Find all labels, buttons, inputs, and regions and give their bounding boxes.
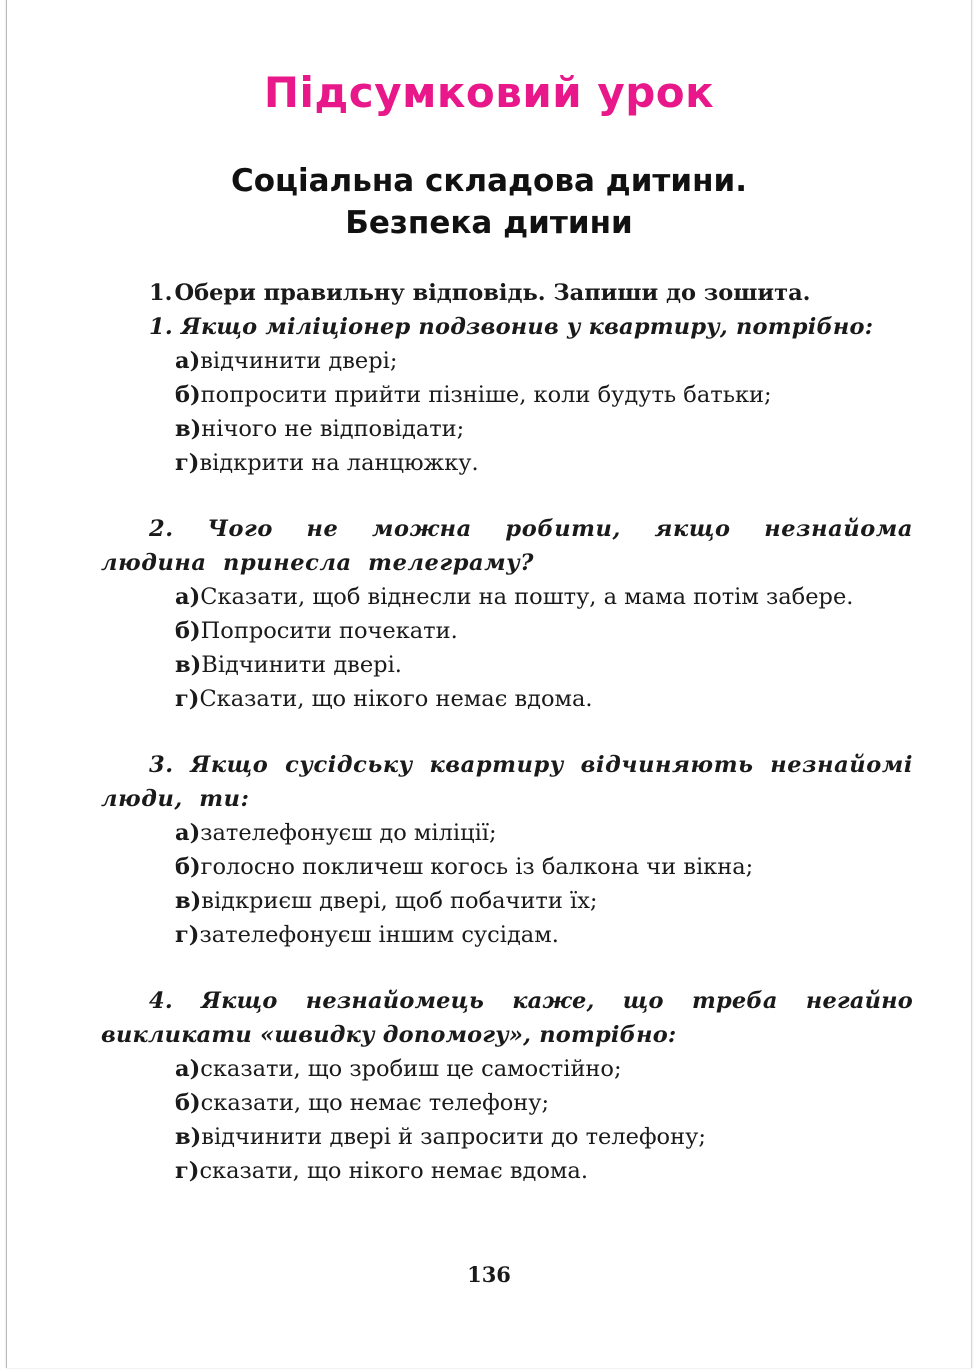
task-instruction (149, 276, 913, 310)
option-letter: в) (175, 416, 202, 442)
question-text: Якщо сусідську квартиру відчиняють незнайомі люди, ти: (101, 752, 914, 812)
option-row (175, 1086, 913, 1120)
document-page (6, 0, 972, 1368)
option-row (175, 648, 913, 682)
subtitle-line-1: Соціальна складова дитини. (230, 163, 748, 199)
option-text: голосно покличеш когось із балкона чи вікна; (200, 854, 754, 880)
option-row (175, 412, 913, 446)
option-text: нічого не відповідати; (201, 416, 465, 442)
option-text: Сказати, щоб віднесли на пошту, а мама потім забере. (200, 584, 854, 610)
option-letter: г) (175, 450, 200, 476)
quiz-content (101, 276, 913, 1188)
task-number: 1. (149, 280, 173, 306)
question-number: 2. (149, 516, 174, 542)
option-row (175, 580, 913, 614)
question-2 (101, 512, 913, 580)
option-letter: г) (175, 686, 200, 712)
question-text: Якщо незнайомець каже, що треба негайно викликати «швидку допомогу», потрібно: (101, 988, 913, 1048)
question-text: Якщо міліціонер подзвонив у квартиру, потрібно: (180, 314, 874, 340)
option-row (175, 884, 913, 918)
option-text: відкрити на ланцюжку. (199, 450, 479, 476)
option-row (175, 682, 913, 716)
spacer (101, 952, 913, 984)
option-row (175, 344, 913, 378)
page-title: Підсумковий урок (263, 68, 715, 117)
option-row (175, 378, 913, 412)
option-row (175, 816, 913, 850)
option-text: Попросити почекати. (200, 618, 458, 644)
option-letter: в) (175, 888, 202, 914)
option-letter: б) (175, 382, 201, 408)
option-letter: б) (175, 854, 201, 880)
option-letter: а) (175, 348, 201, 374)
subtitle-line-2: Безпека дитини (345, 205, 633, 241)
question-3 (101, 748, 913, 816)
question-4 (101, 984, 913, 1052)
question-number: 4. (149, 988, 173, 1014)
option-text: попросити прийти пізніше, коли будуть батьки; (200, 382, 772, 408)
option-row (175, 1052, 913, 1086)
question-number: 3. (149, 752, 174, 778)
question-text: Чого не можна робити, якщо незнайома людина принесла телеграму? (101, 516, 914, 576)
page-subtitle (7, 160, 971, 244)
option-letter: в) (175, 652, 202, 678)
option-text: сказати, що зробиш це самостійно; (200, 1056, 622, 1082)
option-row (175, 1120, 913, 1154)
option-letter: г) (175, 922, 200, 948)
option-letter: а) (175, 1056, 201, 1082)
question-1 (101, 310, 913, 344)
option-row (175, 614, 913, 648)
option-text: відкриєш двері, щоб побачити їх; (201, 888, 598, 914)
option-text: зателефонуєш іншим сусідам. (199, 922, 559, 948)
option-row (175, 1154, 913, 1188)
option-letter: а) (175, 820, 201, 846)
option-text: Сказати, що нікого немає вдома. (199, 686, 593, 712)
option-letter: б) (175, 618, 201, 644)
option-text: зателефонуєш до міліції; (200, 820, 497, 846)
option-row (175, 850, 913, 884)
option-row (175, 918, 913, 952)
option-row (175, 446, 913, 480)
option-letter: б) (175, 1090, 201, 1116)
option-text: відчинити двері; (200, 348, 398, 374)
option-text: сказати, що немає телефону; (200, 1090, 550, 1116)
option-letter: г) (175, 1158, 200, 1184)
option-letter: а) (175, 584, 201, 610)
spacer (101, 480, 913, 512)
option-letter: в) (175, 1124, 202, 1150)
spacer (101, 716, 913, 748)
option-text: відчинити двері й запросити до телефону; (201, 1124, 706, 1150)
page-number: 136 (467, 1262, 511, 1287)
question-number: 1. (149, 314, 173, 340)
option-text: сказати, що нікого немає вдома. (199, 1158, 588, 1184)
task-instruction-text: Обери правильну відповідь. Запиши до зошита. (174, 280, 811, 306)
option-text: Відчинити двері. (201, 652, 402, 678)
